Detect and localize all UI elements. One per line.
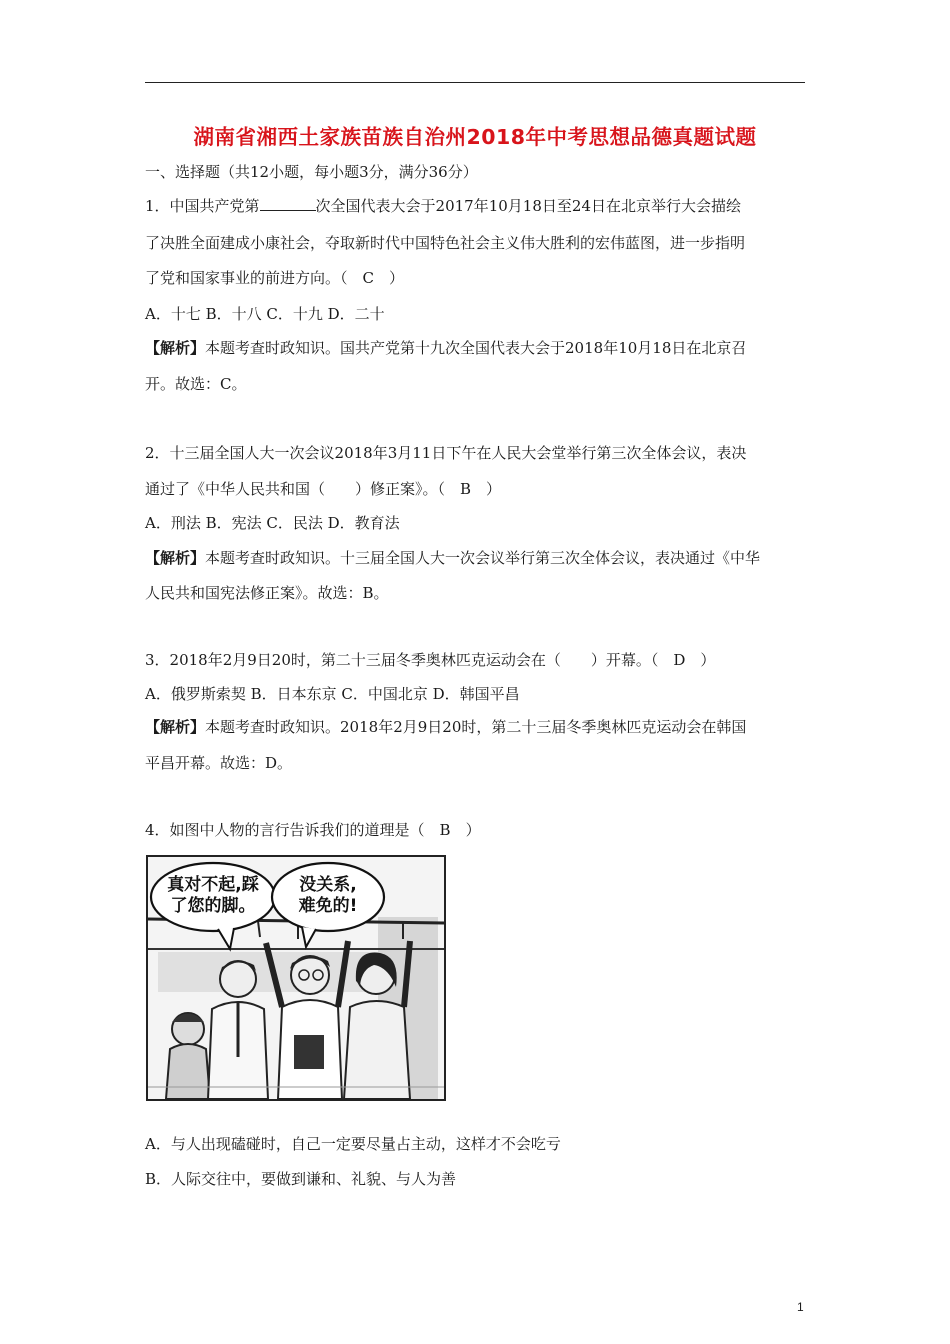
q3-options: A．俄罗斯索契 B．日本东京 C．中国北京 D．韩国平昌 <box>145 685 520 703</box>
q1-stem-line1 <box>145 196 741 216</box>
q4-option-b: B．人际交往中，要做到谦和、礼貌、与人为善 <box>145 1170 457 1188</box>
analysis-tag: 【解析】 <box>145 339 206 357</box>
q2-options: A．刑法 B．宪法 C．民法 D．教育法 <box>145 514 400 532</box>
cartoon-figure <box>146 855 446 1101</box>
fill-blank <box>260 197 316 211</box>
q2-analysis-text: 本题考查时政知识。十三届全国人大一次会议举行第三次全体会议，表决通过《中华 <box>205 549 761 567</box>
q3-analysis-line2: 平昌开幕。故选：D。 <box>145 754 293 772</box>
bubble-right-line2: 难免的! <box>298 896 358 916</box>
speech-bubble-left <box>158 875 268 917</box>
q3-stem-line1: 3．2018年2月9日20时，第二十三届冬季奥林匹克运动会在（ ）开幕。（ D ） <box>145 651 716 669</box>
q1-stem-line2: 了决胜全面建成小康社会，夺取新时代中国特色社会主义伟大胜利的宏伟蓝图，进一步指明 <box>145 234 746 252</box>
q4-stem-line1: 4．如图中人物的言行告诉我们的道理是（ B ） <box>145 821 481 839</box>
q1-analysis-text: 本题考查时政知识。国共产党第十九次全国代表大会于2018年10月18日在北京召 <box>205 339 747 357</box>
speech-bubble-right <box>278 875 378 917</box>
q4-option-a: A．与人出现磕碰时，自己一定要尽量占主动，这样才不会吃亏 <box>145 1135 561 1153</box>
q2-analysis-line1 <box>145 548 760 568</box>
q3-analysis-line1 <box>145 717 746 737</box>
q1-options: A．十七 B．十八 C．十九 D．二十 <box>145 305 385 323</box>
q1-stem-part-a: 1．中国共产党第 <box>145 197 260 215</box>
bubble-left-line1: 真对不起,踩 <box>167 875 259 895</box>
section-heading: 一、选择题（共12小题，每小题3分，满分36分） <box>145 163 478 181</box>
q2-stem-line2: 通过了《中华人民共和国（ ）修正案》。（ B ） <box>145 480 502 498</box>
bubble-right-line1: 没关系, <box>299 875 357 895</box>
bubble-left-line2: 了您的脚。 <box>170 896 256 916</box>
analysis-tag: 【解析】 <box>145 549 206 567</box>
q2-stem-line1: 2．十三届全国人大一次会议2018年3月11日下午在人民大会堂举行第三次全体会议，表决 <box>145 444 747 462</box>
analysis-tag: 【解析】 <box>145 718 206 736</box>
q1-stem-line3: 了党和国家事业的前进方向。（ C ） <box>145 269 404 287</box>
q1-analysis-line1 <box>145 338 746 358</box>
page-title: 湖南省湘西土家族苗族自治州2018年中考思想品德真题试题 <box>193 125 757 149</box>
q1-analysis-line2: 开。故选：C。 <box>145 375 247 393</box>
q2-analysis-line2: 人民共和国宪法修正案》。故选：B。 <box>145 584 389 602</box>
page-number: 1 <box>797 1300 804 1314</box>
header-rule <box>145 82 805 83</box>
q1-stem-part-b: 次全国代表大会于2017年10月18日至24日在北京举行大会描绘 <box>315 197 741 215</box>
q3-analysis-text: 本题考查时政知识。2018年2月9日20时，第二十三届冬季奥林匹克运动会在韩国 <box>205 718 747 736</box>
